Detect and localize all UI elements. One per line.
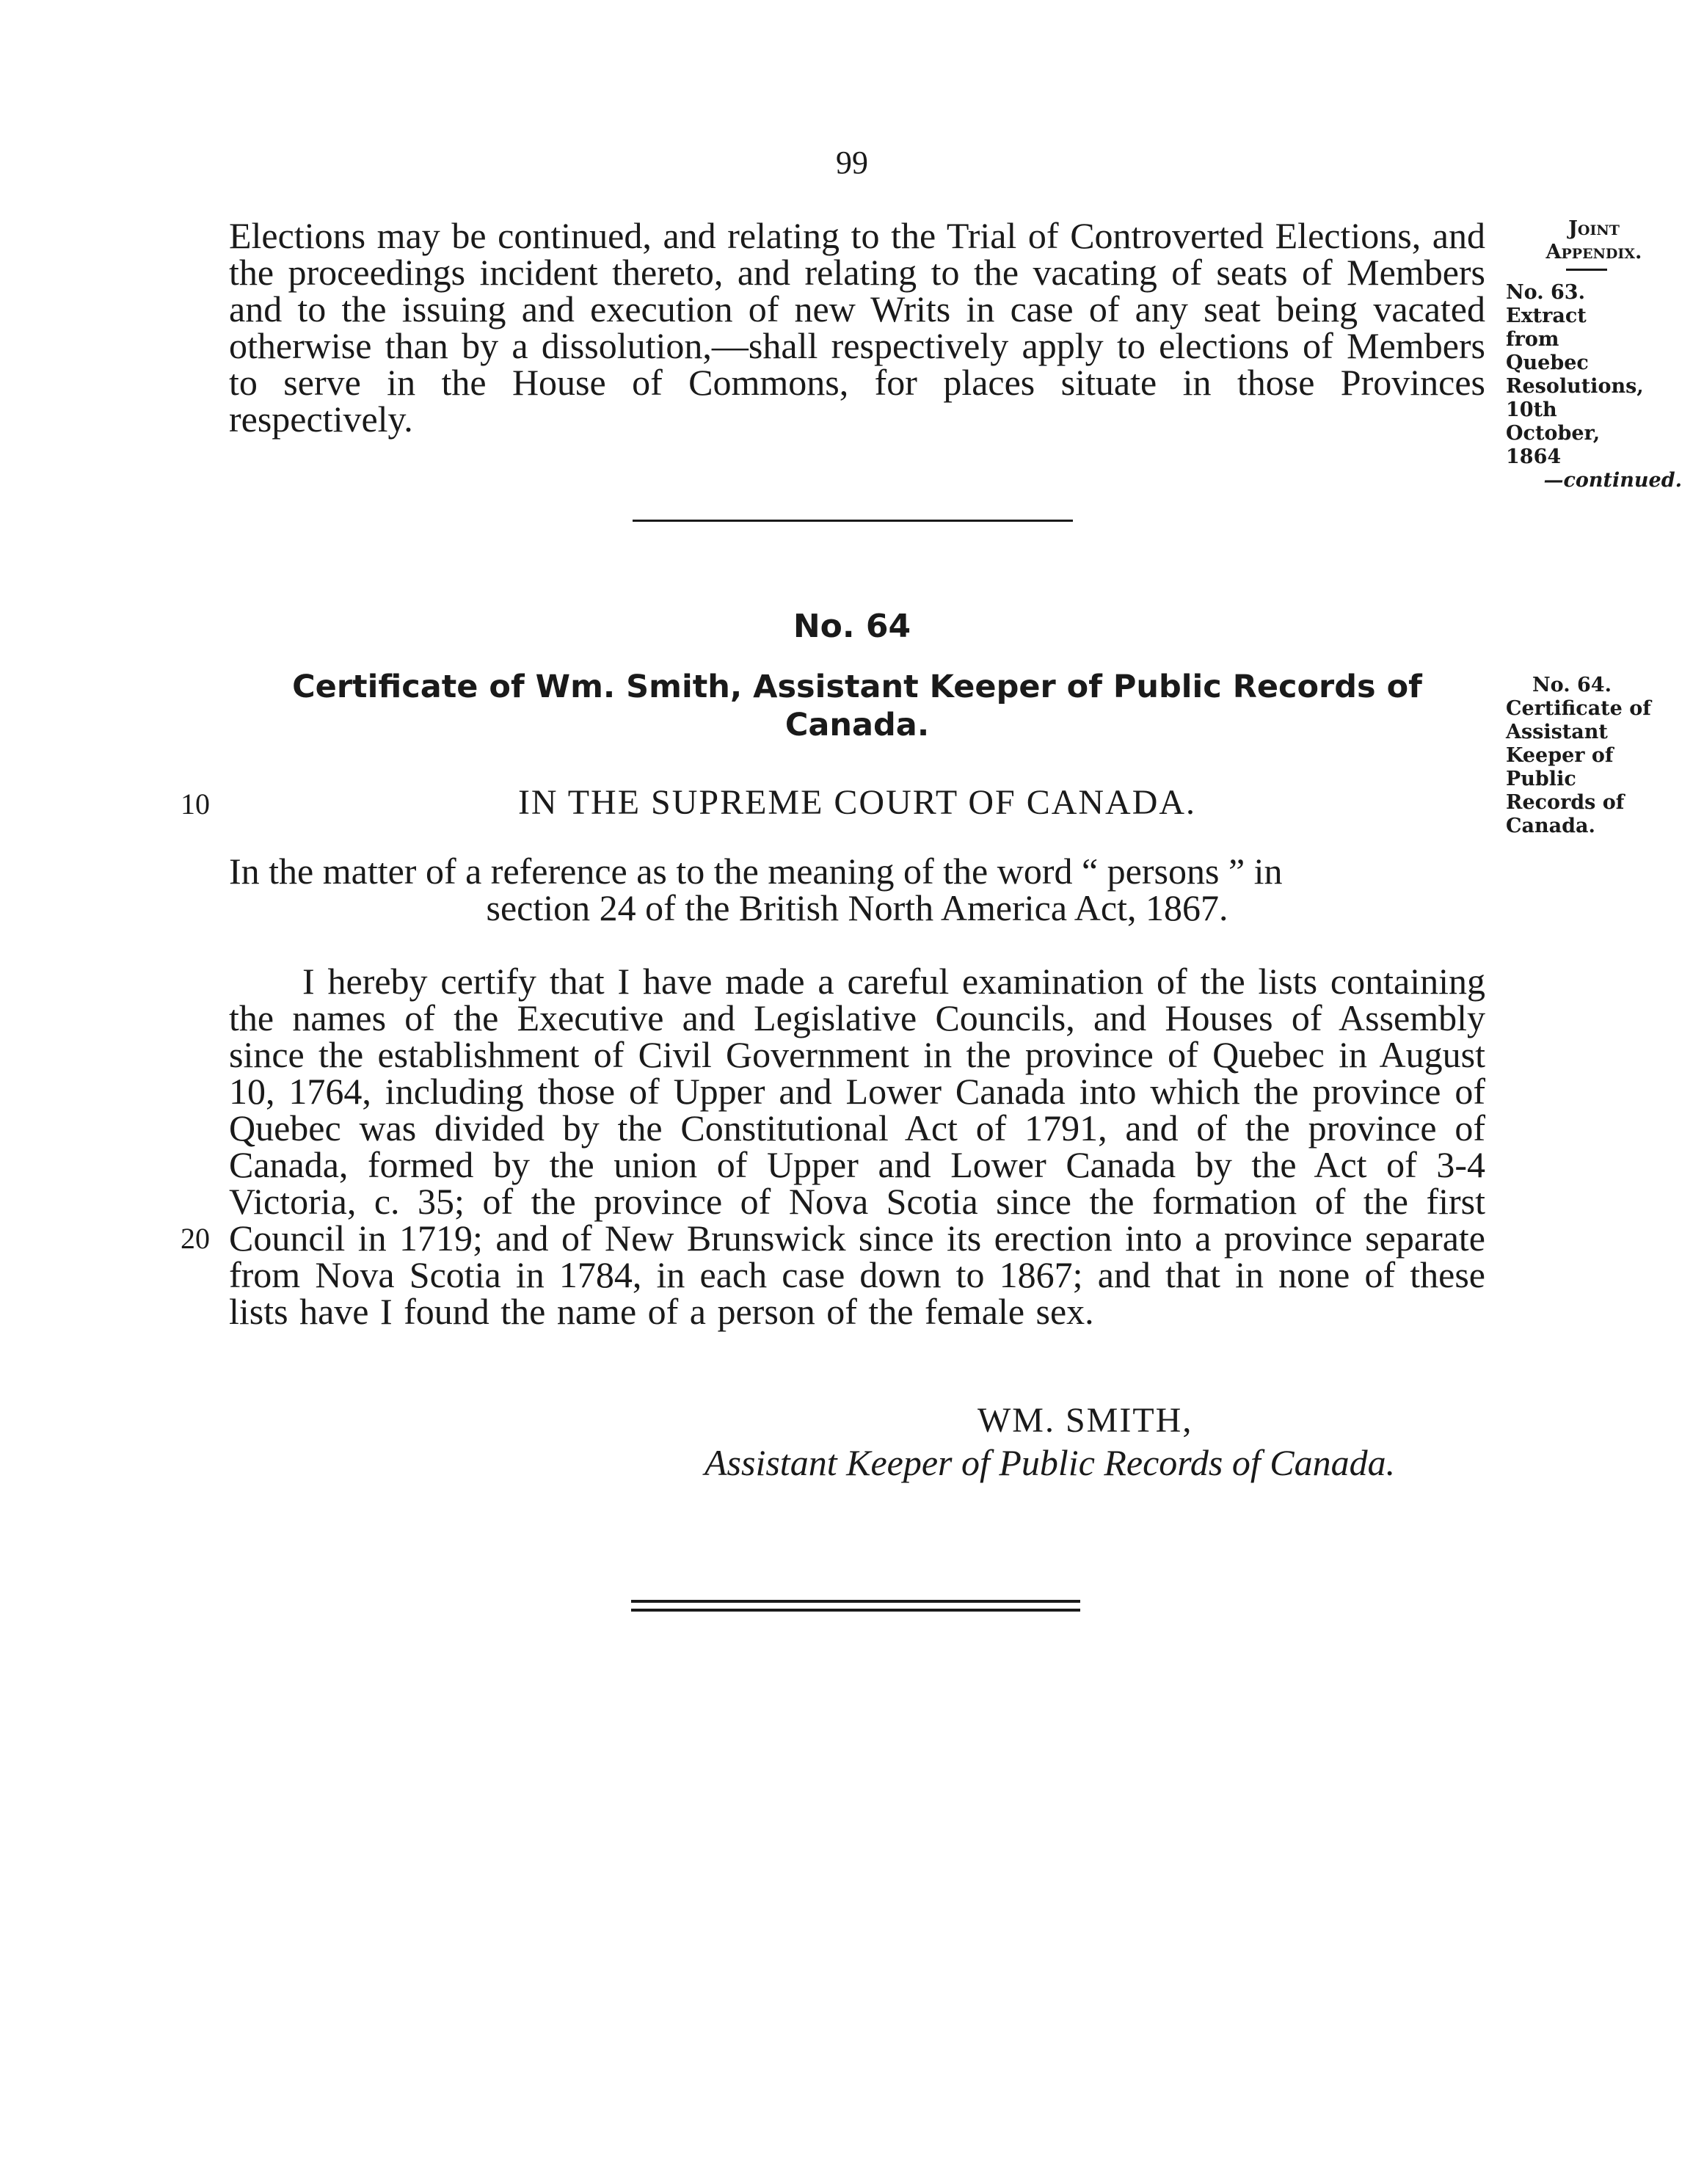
margin-note-line: Keeper of <box>1506 744 1614 767</box>
matter-line-2: section 24 of the British North America Act, 1867. <box>486 887 1228 928</box>
margin-note-appendix: Appendix. <box>1545 241 1642 263</box>
section-divider-rule <box>633 520 1073 522</box>
line-number-20: 20 <box>181 1222 210 1255</box>
margin-note-dash <box>1566 269 1607 271</box>
margin-note-line: Quebec <box>1506 352 1589 374</box>
certificate-paragraph: I hereby certify that I have made a careful examination of the lists containing the names of the Executive and Legislative Councils, and Houses of Assembly since the establishment of Civil Government in the province of Quebec in August 10, 1764, including those of Upper and Lower Canada into which the province of Quebec was divided by the Constitutional Act of 1791, and of the province of Canada, formed by the union of Upper and Lower Canada by the Act of 3-4 Victoria, c. 35; of the province of Nova Scotia since the formation of the first Council in 1719; and of New Brunswick since its erection into a province separate from Nova Scotia in 1784, in each case down to 1867; and that in none of these lists have I found the name of a person of the female sex. <box>229 961 1485 1332</box>
margin-note-line: Resolutions, <box>1506 375 1644 398</box>
margin-note-line: 10th <box>1506 398 1557 421</box>
signatory-title: Assistant Keeper of Public Records of Canada. <box>704 1442 1396 1483</box>
margin-note-line: No. 63. <box>1506 281 1585 304</box>
margin-note-continued: —continued. <box>1543 469 1682 492</box>
margin-note-line: October, <box>1506 422 1601 445</box>
page-number: 99 <box>836 145 868 181</box>
court-heading: IN THE SUPREME COURT OF CANADA. <box>517 783 1197 822</box>
signatory-name: WM. SMITH, <box>977 1401 1193 1440</box>
margin-note-line: Assistant <box>1506 721 1608 743</box>
matter-statement <box>229 853 1485 926</box>
margin-note-line: No. 64. <box>1532 674 1612 696</box>
matter-line-1: In the matter of a reference as to the meaning of the word “ persons ” in <box>229 851 1283 892</box>
margin-note-line: Certificate of <box>1506 697 1651 720</box>
margin-note-no-64 <box>1506 674 1682 838</box>
margin-note-joint: Joint <box>1568 217 1620 240</box>
end-double-rule <box>631 1600 1080 1612</box>
line-number-10: 10 <box>181 787 210 820</box>
margin-note-line: Public <box>1506 768 1576 790</box>
document-heading-line-2: Canada. <box>784 707 930 743</box>
margin-note-line: Records of <box>1506 791 1625 814</box>
document-number: No. 64 <box>793 608 911 645</box>
margin-note-line: Extract <box>1506 305 1587 327</box>
margin-note-line: 1864 <box>1506 445 1562 468</box>
margin-note-line: Canada. <box>1506 815 1595 837</box>
margin-note-no-63 <box>1506 217 1682 492</box>
margin-note-line: from <box>1506 328 1559 351</box>
document-heading <box>229 668 1485 744</box>
document-heading-line-1: Certificate of Wm. Smith, Assistant Keeper of Public Records of <box>292 669 1422 705</box>
continuation-paragraph: Elections may be continued, and relating to the Trial of Controverted Elections, and the proceedings incident thereto, and relating to the vacating of seats of Members and to the issuing and execution of new Writs in case of any seat being vacated otherwise than by a dissolution,—shall respectively apply to elections of Members to serve in the House of Commons, for places situate in those Provinces respectively. <box>229 215 1485 440</box>
